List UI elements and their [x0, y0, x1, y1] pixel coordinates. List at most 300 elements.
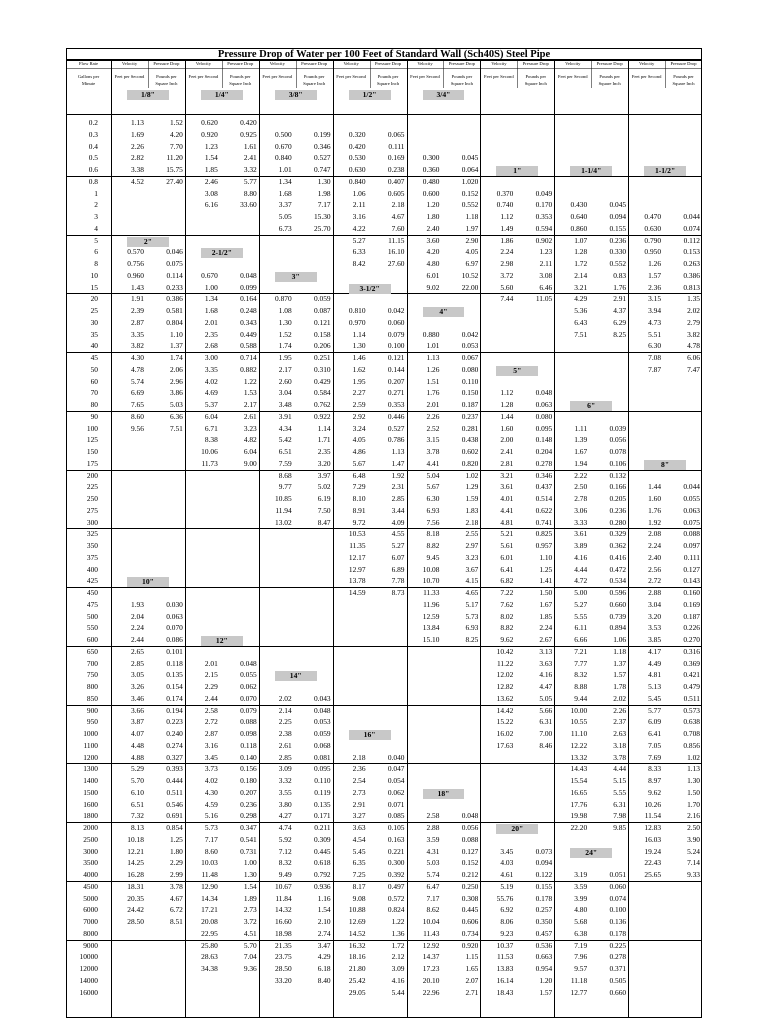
pressure-drop-value: 0.263 [683, 259, 700, 268]
pressure-drop-value: 2.73 [243, 905, 257, 915]
velocity-value: 3.08 [204, 188, 218, 198]
pressure-drop-value: 3.23 [465, 552, 479, 562]
velocity-value: 14.52 [348, 928, 366, 938]
velocity-value: 3.00 [204, 353, 218, 362]
velocity-value: 3.45 [500, 846, 514, 856]
velocity-value: 1.08 [278, 306, 292, 315]
velocity-value: 28.63 [201, 952, 218, 962]
velocity-value: 15.10 [422, 635, 440, 644]
pressure-drop-value: 0.040 [387, 752, 405, 762]
velocity-value: 6.41 [500, 564, 514, 574]
velocity-value: 10.70 [422, 576, 440, 586]
velocity-value: 8.32 [278, 858, 292, 868]
velocity-value: 9.49 [278, 870, 292, 879]
pressure-drop-value: 0.824 [387, 905, 405, 915]
flow-rate-value: 2 [94, 200, 98, 210]
velocity-value: 1.28 [574, 247, 588, 257]
velocity-value: 0.920 [201, 129, 218, 139]
pressure-drop-value: 27.60 [387, 259, 405, 268]
pressure-drop-value: 1.37 [169, 341, 183, 351]
pressure-drop-value: 4.55 [391, 529, 405, 539]
pressure-drop-value: 0.044 [683, 482, 700, 492]
flow-rate-value: 1 [94, 188, 98, 198]
flow-rate-value: 1500 [83, 787, 98, 797]
pressure-drop-value: 1.20 [539, 975, 553, 985]
velocity-value: 2.39 [131, 306, 144, 315]
pressure-drop-value: 1.16 [317, 893, 331, 903]
pressure-drop-value: 0.350 [535, 917, 553, 926]
pipe-size-label: 24" [570, 848, 612, 858]
pressure-drop-value: 5.17 [465, 599, 479, 609]
pressure-drop-table [66, 60, 702, 1018]
pressure-drop-value: 4.37 [613, 306, 627, 315]
pressure-drop-value: 3.47 [317, 940, 331, 950]
velocity-value: 8.82 [426, 541, 440, 550]
velocity-value: 2.61 [278, 740, 292, 750]
pressure-drop-value: 7.47 [687, 364, 700, 374]
pressure-drop-value: 0.075 [683, 517, 700, 527]
velocity-value: 3.60 [426, 235, 440, 245]
pressure-drop-value: 2.02 [613, 693, 627, 703]
pressure-drop-value: 0.121 [387, 353, 405, 362]
flow-rate-value: 7000 [83, 917, 98, 926]
pressure-drop-value: 0.071 [387, 799, 405, 809]
header-pressure-unit-1: Pounds per [673, 74, 694, 79]
velocity-value: 6.82 [500, 576, 514, 586]
velocity-value: 1.68 [204, 306, 218, 315]
pressure-drop-value: 1.67 [539, 599, 553, 609]
velocity-value: 2.36 [352, 764, 366, 774]
pressure-drop-value: 0.957 [535, 541, 553, 550]
pressure-drop-value: 0.074 [683, 223, 700, 233]
flow-rate-value: 950 [86, 717, 98, 727]
velocity-value: 3.20 [648, 611, 662, 621]
pressure-drop-value: 0.046 [166, 247, 183, 257]
pressure-drop-value: 0.438 [461, 435, 479, 445]
velocity-value: 3.91 [278, 411, 292, 421]
pressure-drop-value: 1.23 [539, 247, 553, 257]
pressure-drop-value: 7.70 [169, 141, 183, 151]
velocity-value: 3.99 [574, 893, 588, 903]
pressure-drop-value: 0.051 [609, 870, 627, 879]
pressure-drop-value: 0.163 [387, 834, 405, 844]
pressure-drop-value: 3.63 [539, 658, 553, 668]
header-pressure-unit-2: Square Inch [229, 81, 252, 86]
velocity-value: 4.80 [574, 905, 588, 915]
pressure-drop-value: 4.78 [687, 341, 700, 351]
pressure-drop-value: 11.15 [388, 235, 405, 245]
velocity-value: 0.500 [275, 129, 292, 139]
pressure-drop-value: 4.47 [539, 682, 553, 691]
pressure-drop-value: 0.054 [387, 776, 405, 785]
velocity-value: 6.33 [352, 247, 366, 257]
pressure-drop-value: 6.19 [317, 494, 331, 503]
velocity-value: 1.69 [131, 129, 144, 139]
pressure-drop-value: 0.170 [535, 200, 553, 210]
velocity-value: 1.26 [648, 259, 662, 268]
velocity-value: 11.33 [423, 588, 440, 597]
pressure-drop-value: 11.20 [166, 153, 183, 163]
pressure-drop-value: 0.691 [166, 811, 183, 821]
pressure-drop-value: 0.708 [683, 729, 700, 738]
velocity-value: 2.50 [574, 482, 588, 492]
header-velocity: Velocity [343, 61, 359, 66]
velocity-value: 20.35 [127, 893, 144, 903]
velocity-value: 16.03 [644, 834, 662, 844]
pressure-drop-value: 25.70 [313, 223, 331, 233]
velocity-value: 5.74 [426, 870, 440, 879]
velocity-value: 1.39 [574, 435, 588, 445]
flow-rate-value: 90 [90, 411, 98, 421]
pressure-drop-value: 0.527 [313, 153, 331, 163]
pressure-drop-value: 0.250 [461, 881, 479, 891]
pressure-drop-value: 3.86 [169, 388, 183, 398]
pressure-drop-value: 3.67 [465, 564, 479, 574]
velocity-value: 13.32 [570, 752, 588, 762]
flow-rate-value: 600 [86, 635, 98, 644]
velocity-value: 2.91 [352, 799, 366, 809]
pipe-size-label: 3" [275, 272, 317, 282]
pressure-drop-value: 1.80 [169, 846, 183, 856]
pressure-drop-value: 0.457 [535, 928, 553, 938]
velocity-value: 1.94 [574, 458, 588, 468]
pressure-drop-value: 1.00 [243, 858, 257, 868]
pressure-drop-value: 0.136 [609, 917, 627, 926]
velocity-value: 6.92 [500, 905, 514, 915]
pressure-drop-value: 0.166 [609, 482, 627, 492]
flow-rate-value: 4500 [83, 881, 98, 891]
velocity-value: 10.55 [570, 717, 588, 727]
pressure-drop-value: 0.207 [387, 376, 405, 386]
pressure-drop-value: 1.85 [539, 611, 553, 621]
velocity-value: 22.43 [644, 858, 662, 868]
flow-rate-value: 2000 [83, 823, 98, 832]
pressure-drop-value: 7.98 [613, 811, 627, 821]
pressure-drop-value: 6.97 [465, 259, 479, 268]
velocity-value: 8.88 [574, 682, 588, 691]
pressure-drop-value: 0.505 [609, 975, 627, 985]
pressure-drop-value: 4.16 [539, 670, 553, 680]
pressure-drop-value: 0.060 [609, 881, 627, 891]
pressure-drop-value: 4.67 [391, 212, 405, 221]
pressure-drop-value: 0.416 [609, 552, 627, 562]
header-velocity-unit: Feet per Second [484, 74, 514, 79]
velocity-value: 1.49 [500, 223, 514, 233]
velocity-value: 4.30 [204, 787, 218, 797]
pipe-size-label: 3-1/2" [349, 284, 391, 294]
velocity-value: 5.67 [426, 482, 440, 492]
pressure-drop-value: 0.187 [683, 611, 700, 621]
pressure-drop-value: 0.731 [240, 846, 257, 856]
velocity-value: 9.56 [131, 423, 144, 433]
velocity-value: 5.60 [500, 282, 514, 292]
velocity-value: 3.45 [204, 752, 218, 762]
pressure-drop-value: 33.60 [240, 200, 257, 210]
pressure-drop-value: 0.111 [388, 141, 405, 151]
pressure-drop-value: 0.223 [166, 717, 183, 727]
flow-rate-value: 5 [94, 235, 98, 245]
pressure-drop-value: 0.514 [535, 494, 553, 503]
velocity-value: 6.66 [574, 635, 588, 644]
velocity-value: 1.60 [500, 423, 514, 433]
velocity-value: 0.600 [422, 188, 440, 198]
pipe-size-label: 14" [275, 671, 317, 681]
header-velocity: Velocity [491, 61, 507, 66]
pressure-drop-value: 2.10 [317, 917, 331, 926]
pressure-drop-value: 0.048 [535, 388, 553, 398]
velocity-value: 2.14 [574, 270, 588, 280]
pressure-drop-value: 3.44 [391, 505, 405, 515]
pressure-drop-value: 0.155 [609, 223, 627, 233]
velocity-value: 4.78 [131, 364, 144, 374]
flow-rate-value: 35 [90, 329, 98, 339]
pressure-drop-value: 0.088 [240, 717, 257, 727]
pressure-drop-value: 3.13 [539, 646, 553, 656]
pressure-drop-value: 16.10 [387, 247, 405, 257]
velocity-value: 2.04 [131, 611, 144, 621]
pressure-drop-value: 2.29 [169, 858, 183, 868]
pressure-drop-value: 0.308 [461, 893, 479, 903]
pipe-size-label: 1/2" [349, 90, 391, 100]
header-velocity-unit: Feet per Second [336, 74, 366, 79]
velocity-value: 1.51 [426, 376, 440, 386]
pressure-drop-value: 1.02 [465, 470, 479, 480]
pressure-drop-value: 0.445 [313, 846, 331, 856]
pressure-drop-value: 1.020 [461, 176, 479, 186]
velocity-value: 5.77 [648, 705, 662, 715]
pressure-drop-value: 0.088 [461, 834, 479, 844]
velocity-value: 1.43 [131, 282, 144, 292]
velocity-value: 11.73 [201, 458, 218, 468]
velocity-value: 7.17 [426, 893, 440, 903]
velocity-value: 3.89 [574, 541, 588, 550]
pressure-drop-value: 0.786 [387, 435, 405, 445]
velocity-value: 3.04 [648, 599, 662, 609]
pressure-drop-value: 2.18 [391, 200, 405, 210]
pressure-drop-value: 0.135 [313, 799, 331, 809]
velocity-value: 0.420 [348, 141, 366, 151]
pressure-drop-value: 0.043 [313, 693, 331, 703]
velocity-value: 2.85 [278, 752, 292, 762]
pressure-drop-value: 2.17 [243, 400, 257, 409]
flow-rate-value: 900 [86, 705, 98, 715]
pressure-drop-value: 0.278 [609, 952, 627, 962]
pressure-drop-value: 0.251 [313, 353, 331, 362]
velocity-value: 25.42 [348, 975, 366, 985]
pressure-drop-value: 0.207 [240, 787, 257, 797]
pressure-drop-value: 4.09 [391, 517, 405, 527]
velocity-value: 1.62 [352, 364, 366, 374]
pressure-drop-value: 8.40 [317, 975, 331, 985]
pressure-drop-value: 0.346 [313, 141, 331, 151]
velocity-value: 2.58 [204, 705, 218, 715]
pressure-drop-value: 1.47 [391, 458, 405, 468]
velocity-value: 16.14 [496, 975, 514, 985]
pressure-drop-value: 0.300 [387, 858, 405, 868]
velocity-value: 2.98 [500, 259, 514, 268]
velocity-value: 4.59 [204, 799, 218, 809]
velocity-value: 7.21 [574, 646, 588, 656]
pressure-drop-value: 0.062 [387, 787, 405, 797]
velocity-value: 14.42 [496, 705, 514, 715]
velocity-value: 6.30 [648, 341, 662, 351]
velocity-value: 3.09 [278, 764, 292, 774]
velocity-value: 3.35 [204, 364, 218, 374]
pressure-drop-value: 0.813 [683, 282, 700, 292]
pressure-drop-value: 6.04 [243, 447, 257, 456]
velocity-value: 7.25 [352, 870, 366, 879]
header-flow-unit-1: Gallons per [77, 74, 100, 79]
velocity-value: 8.91 [352, 505, 366, 515]
velocity-value: 2.65 [131, 646, 144, 656]
pressure-drop-value: 0.386 [683, 270, 700, 280]
grid-line-horizontal [66, 68, 702, 69]
velocity-value: 0.630 [644, 223, 662, 233]
velocity-value: 0.740 [496, 200, 514, 210]
velocity-value: 0.320 [348, 129, 366, 139]
flow-rate-value: 60 [90, 376, 98, 386]
pressure-drop-value: 0.546 [166, 799, 183, 809]
pressure-drop-value: 0.741 [535, 517, 553, 527]
pipe-size-label: 18" [423, 789, 465, 799]
pressure-drop-value: 0.152 [461, 188, 479, 198]
velocity-value: 2.01 [204, 317, 218, 327]
velocity-value: 2.11 [352, 200, 366, 210]
pressure-drop-value: 0.155 [535, 881, 553, 891]
pressure-drop-value: 0.298 [240, 811, 257, 821]
pressure-drop-value: 0.078 [609, 447, 627, 456]
pressure-drop-value: 2.07 [465, 975, 479, 985]
flow-rate-value: 375 [86, 552, 98, 562]
pressure-drop-value: 1.89 [243, 893, 257, 903]
velocity-value: 18.16 [348, 952, 366, 962]
velocity-value: 3.21 [500, 470, 514, 480]
pressure-drop-value: 0.132 [609, 470, 627, 480]
velocity-value: 0.860 [570, 223, 588, 233]
header-pressure-unit-2: Square Inch [155, 81, 178, 86]
pressure-drop-value: 4.16 [391, 975, 405, 985]
pressure-drop-value: 6.18 [317, 964, 331, 973]
velocity-value: 2.26 [426, 411, 440, 421]
pipe-size-label: 10" [127, 577, 169, 587]
velocity-value: 17.76 [570, 799, 588, 809]
velocity-value: 3.94 [648, 306, 662, 315]
velocity-value: 2.52 [426, 423, 440, 433]
velocity-value: 1.93 [131, 599, 144, 609]
velocity-value: 4.54 [352, 834, 366, 844]
pressure-drop-value: 3.90 [687, 834, 700, 844]
velocity-value: 4.61 [500, 870, 514, 879]
velocity-value: 11.84 [275, 893, 292, 903]
pressure-drop-value: 0.347 [240, 823, 257, 832]
velocity-value: 2.38 [278, 729, 292, 738]
flow-rate-value: 80 [90, 400, 98, 409]
pressure-drop-value: 0.099 [240, 282, 257, 292]
flow-rate-value: 15 [90, 282, 98, 292]
flow-rate-value: 10000 [79, 952, 98, 962]
flow-rate-value: 1100 [83, 740, 98, 750]
pressure-drop-value: 1.13 [391, 447, 405, 456]
velocity-value: 7.12 [278, 846, 292, 856]
pressure-drop-value: 0.739 [609, 611, 627, 621]
velocity-value: 3.15 [426, 435, 440, 445]
pressure-drop-value: 0.573 [683, 705, 700, 715]
velocity-value: 0.640 [570, 212, 588, 221]
velocity-value: 1.11 [574, 423, 588, 433]
pressure-drop-value: 1.02 [687, 752, 700, 762]
pressure-drop-value: 5.66 [539, 705, 553, 715]
flow-rate-value: 45 [90, 353, 98, 362]
pressure-drop-value: 6.31 [613, 799, 627, 809]
velocity-value: 3.66 [131, 705, 144, 715]
velocity-value: 3.59 [426, 834, 440, 844]
velocity-value: 1.01 [426, 341, 440, 351]
velocity-value: 19.98 [570, 811, 588, 821]
velocity-value: 13.78 [348, 576, 366, 586]
pressure-drop-value: 0.393 [166, 764, 183, 774]
pressure-drop-value: 0.353 [535, 212, 553, 221]
pressure-drop-value: 0.445 [461, 905, 479, 915]
pressure-drop-value: 0.437 [535, 482, 553, 492]
pressure-drop-value: 0.088 [683, 529, 700, 539]
velocity-value: 3.82 [131, 341, 144, 351]
pressure-drop-value: 0.095 [535, 423, 553, 433]
pressure-drop-value: 1.61 [243, 141, 257, 151]
pressure-drop-value: 1.15 [465, 952, 479, 962]
velocity-value: 6.41 [648, 729, 662, 738]
velocity-value: 9.02 [426, 282, 440, 292]
velocity-value: 3.35 [131, 329, 144, 339]
pressure-drop-value: 0.446 [387, 411, 405, 421]
velocity-value: 10.18 [127, 834, 144, 844]
velocity-value: 3.55 [278, 787, 292, 797]
pressure-drop-value: 0.111 [683, 552, 700, 562]
velocity-value: 10.85 [275, 494, 292, 503]
velocity-value: 14.34 [201, 893, 218, 903]
pressure-drop-value: 0.660 [609, 987, 627, 997]
velocity-value: 6.51 [131, 799, 144, 809]
pressure-drop-value: 2.90 [465, 235, 479, 245]
pressure-drop-value: 2.11 [539, 259, 553, 268]
velocity-value: 4.07 [131, 729, 144, 738]
velocity-value: 3.78 [426, 447, 440, 456]
pressure-drop-value: 0.854 [166, 823, 183, 832]
pressure-drop-value: 0.063 [166, 611, 183, 621]
velocity-value: 4.52 [131, 176, 144, 186]
flow-rate-value: 6000 [83, 905, 98, 915]
velocity-value: 12.02 [496, 670, 514, 680]
pressure-drop-value: 0.094 [535, 858, 553, 868]
header-pressure-unit-1: Pounds per [377, 74, 399, 79]
pressure-drop-value: 0.169 [683, 599, 700, 609]
pressure-drop-value: 0.056 [461, 823, 479, 832]
pressure-drop-value: 0.152 [461, 858, 479, 868]
velocity-value: 12.83 [644, 823, 662, 832]
pressure-drop-value: 1.41 [539, 576, 553, 586]
header-velocity-unit: Feet per Second [557, 74, 588, 79]
pipe-size-label: 5" [496, 366, 538, 376]
pressure-drop-value: 1.57 [539, 987, 553, 997]
flow-rate-value: 14000 [79, 975, 98, 985]
header-flow-rate: Flow Rate [78, 61, 98, 66]
pressure-drop-value: 3.78 [169, 881, 183, 891]
pressure-drop-value: 15.30 [313, 212, 331, 221]
velocity-value: 2.01 [204, 658, 218, 668]
pressure-drop-value: 5.05 [539, 693, 553, 703]
pressure-drop-value: 0.039 [609, 423, 627, 433]
pressure-drop-value: 1.92 [391, 470, 405, 480]
velocity-value: 19.24 [644, 846, 662, 856]
